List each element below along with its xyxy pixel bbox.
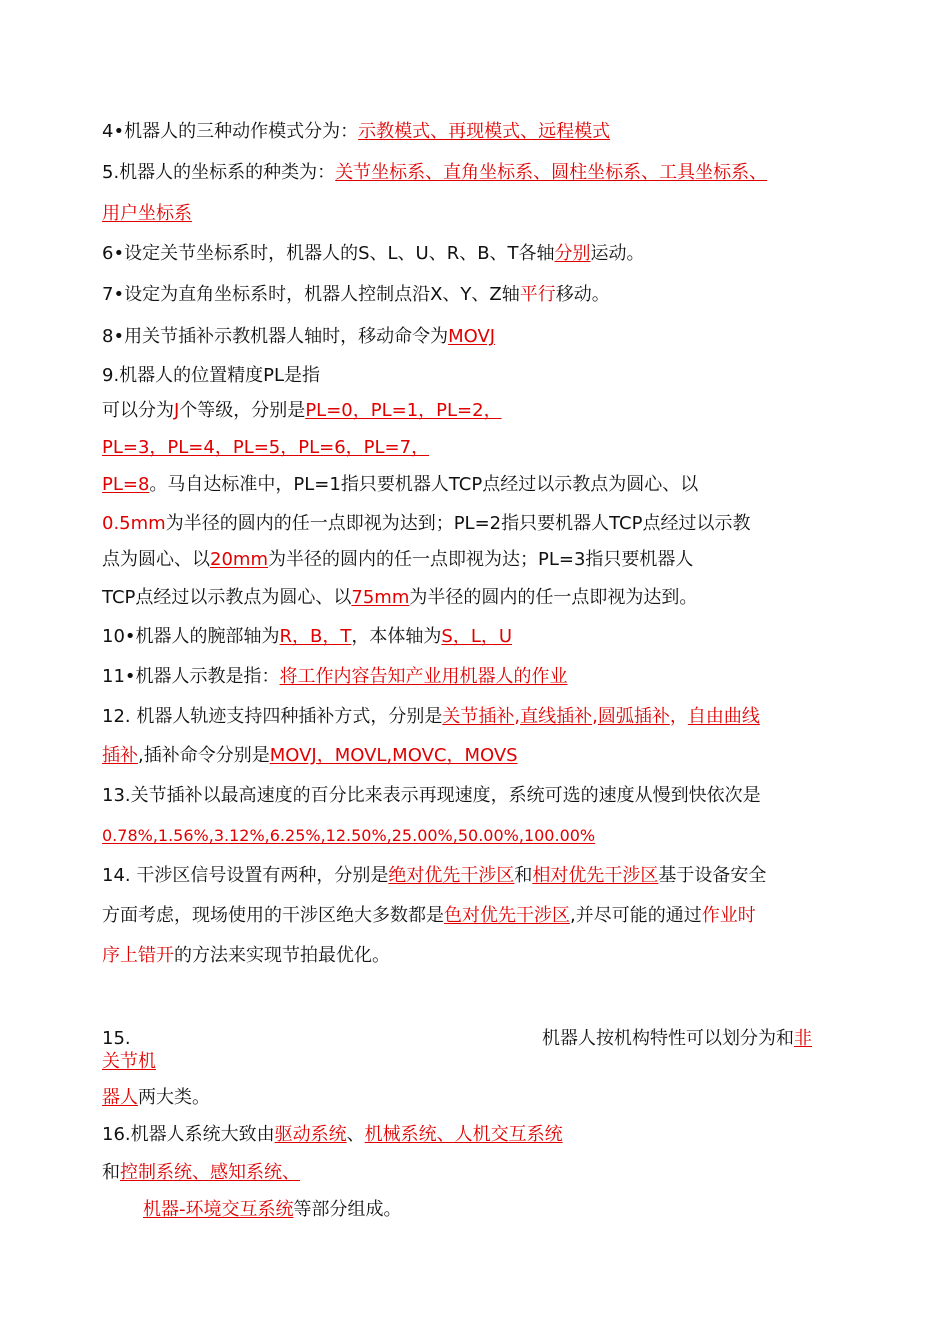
question-14: [102, 864, 766, 888]
answer: 示教模式、再现模式、远程模式: [358, 121, 611, 142]
answer: 相对优先干涉区: [532, 865, 659, 886]
answer: 机械系统、人机交互系统: [364, 1124, 563, 1145]
question-5: [102, 161, 767, 185]
question-text: 9.机器人的位置精度PL是指: [102, 365, 321, 386]
answer: 0.5mm: [102, 513, 166, 534]
question-text: 16.机器人系统大致由: [102, 1124, 275, 1145]
answer: MOVJ，MOVL,MOVC，MOVS: [269, 745, 518, 766]
answer: 关节坐标系、直角坐标系、圆柱坐标系、工具坐标系、: [335, 162, 768, 183]
answer: 序上错开: [102, 945, 174, 966]
question-15-line3: [102, 1086, 210, 1110]
answer: 直线插补: [520, 706, 593, 727]
question-13-cont: [102, 824, 595, 848]
separator: ,: [514, 706, 521, 727]
answer: 关节机: [102, 1051, 156, 1072]
answer: 0.78%,1.56%,3.12%,6.25%,12.50%,25.00%,50.00%,100.00%: [102, 826, 596, 845]
question-15: [542, 1027, 812, 1051]
question-text: 的方法来实现节拍最优化。: [174, 945, 390, 966]
answer: 分别: [554, 243, 591, 264]
question-16: [102, 1123, 563, 1147]
question-text: 4•机器人的三种动作模式分为：: [102, 121, 359, 142]
question-16-line2: [102, 1161, 300, 1185]
question-text: 移动。: [555, 284, 610, 305]
question-text: 为半径的圆内的任一点即视为达到；PL=2指只要机器人TCP点经过以示教: [165, 513, 751, 534]
question-text: 基于设备安全: [658, 865, 767, 886]
question-9: [102, 364, 320, 388]
answer: PL=3，PL=4，PL=5，PL=6，PL=7，: [102, 437, 430, 458]
question-15-line2: [102, 1050, 156, 1074]
answer: MOVJ: [448, 326, 496, 347]
question-8: [102, 325, 495, 349]
question-14-line3: [102, 944, 390, 968]
question-11: [102, 665, 568, 689]
question-13: [102, 784, 761, 808]
question-5-cont: [102, 202, 192, 226]
separator: ，: [669, 706, 688, 727]
question-9-line3: [102, 436, 429, 460]
answer: 75mm: [351, 587, 410, 608]
question-text: 14. 干涉区信号设置有两种，分别是: [102, 865, 389, 886]
answer: R，B，T: [279, 626, 352, 647]
question-text: 运动。: [590, 243, 645, 264]
question-16-line3: [143, 1198, 402, 1222]
answer: 色对优先干涉区: [444, 905, 570, 926]
answer: 作业时: [701, 905, 756, 926]
question-12: [102, 705, 760, 729]
answer: 控制系统、感知系统、: [120, 1162, 300, 1183]
question-text: 和: [514, 865, 533, 886]
question-text: 8•用关节插补示教机器人轴时，移动命令为: [102, 326, 449, 347]
answer: 插补: [102, 745, 138, 766]
question-text: 可以分为: [102, 400, 174, 421]
answer: PL=8: [102, 474, 150, 495]
answer: 用户坐标系: [102, 203, 192, 224]
answer: 驱动系统: [274, 1124, 347, 1145]
answer: 机器-环境交互系统: [143, 1199, 294, 1220]
question-9-line6: [102, 548, 693, 572]
answer: 自由曲线: [687, 706, 760, 727]
question-9-line2: [102, 399, 502, 423]
question-text: 10•机器人的腕部轴为: [102, 626, 280, 647]
answer: S，L，U: [441, 626, 513, 647]
question-text: ,插补命令分别是: [138, 745, 270, 766]
question-9-line7: [102, 586, 697, 610]
answer: 平行: [519, 284, 556, 305]
question-text: 5.机器人的坐标系的种类为：: [102, 162, 336, 183]
question-text: ，本体轴为: [351, 626, 442, 647]
answer: 20mm: [210, 549, 268, 570]
question-text: 点为圆心、以: [102, 549, 210, 570]
question-text: 为半径的圆内的任一点即视为达到。: [409, 587, 698, 608]
question-10: [102, 625, 512, 649]
question-9-line4: [102, 473, 698, 497]
answer: 关节插补: [442, 706, 515, 727]
question-14-line2: [102, 904, 756, 928]
separator: 、: [346, 1124, 365, 1145]
question-text: 11•机器人示教是指：: [102, 666, 280, 687]
question-text: ,并尽可能的通过: [570, 905, 702, 926]
answer: PL=0，PL=1，PL=2，: [305, 400, 502, 421]
question-text: 等部分组成。: [293, 1199, 402, 1220]
answer: 器人: [102, 1087, 138, 1108]
question-9-line5: [102, 512, 750, 536]
question-15-number: [102, 1027, 131, 1051]
answer: J: [174, 400, 180, 421]
answer: 非: [794, 1028, 812, 1049]
question-6: [102, 242, 645, 266]
question-number: 15.: [102, 1028, 131, 1049]
separator: ,: [592, 706, 598, 727]
question-text: 个等级，分别是: [179, 400, 306, 421]
question-text: 。马自达标准中，PL=1指只要机器人TCP点经过以示教点为圆心、以: [149, 474, 699, 495]
question-text: 7•设定为直角坐标系时，机器人控制点沿X、Y、Z轴: [102, 284, 520, 305]
question-4: [102, 120, 610, 144]
answer: 绝对优先干涉区: [388, 865, 515, 886]
answer: 将工作内容告知产业用机器人的作业: [279, 666, 568, 687]
question-text: 和: [102, 1162, 120, 1183]
question-text: 机器人按机构特性可以划分为和: [542, 1028, 794, 1049]
question-text: 方面考虑，现场使用的干涉区绝大多数都是: [102, 905, 444, 926]
question-text: TCP点经过以示教点为圆心、以: [102, 587, 352, 608]
question-7: [102, 283, 610, 307]
question-text: 13.关节插补以最高速度的百分比来表示再现速度，系统可选的速度从慢到快依次是: [102, 785, 761, 806]
question-text: 两大类。: [138, 1087, 210, 1108]
question-text: 6•设定关节坐标系时，机器人的S、L、U、R、B、T各轴: [102, 243, 555, 264]
question-12-cont: [102, 744, 518, 768]
question-text: 12. 机器人轨迹支持四种插补方式，分别是: [102, 706, 443, 727]
question-text: 为半径的圆内的任一点即视为达；PL=3指只要机器人: [267, 549, 694, 570]
answer: 圆弧插补: [597, 706, 670, 727]
